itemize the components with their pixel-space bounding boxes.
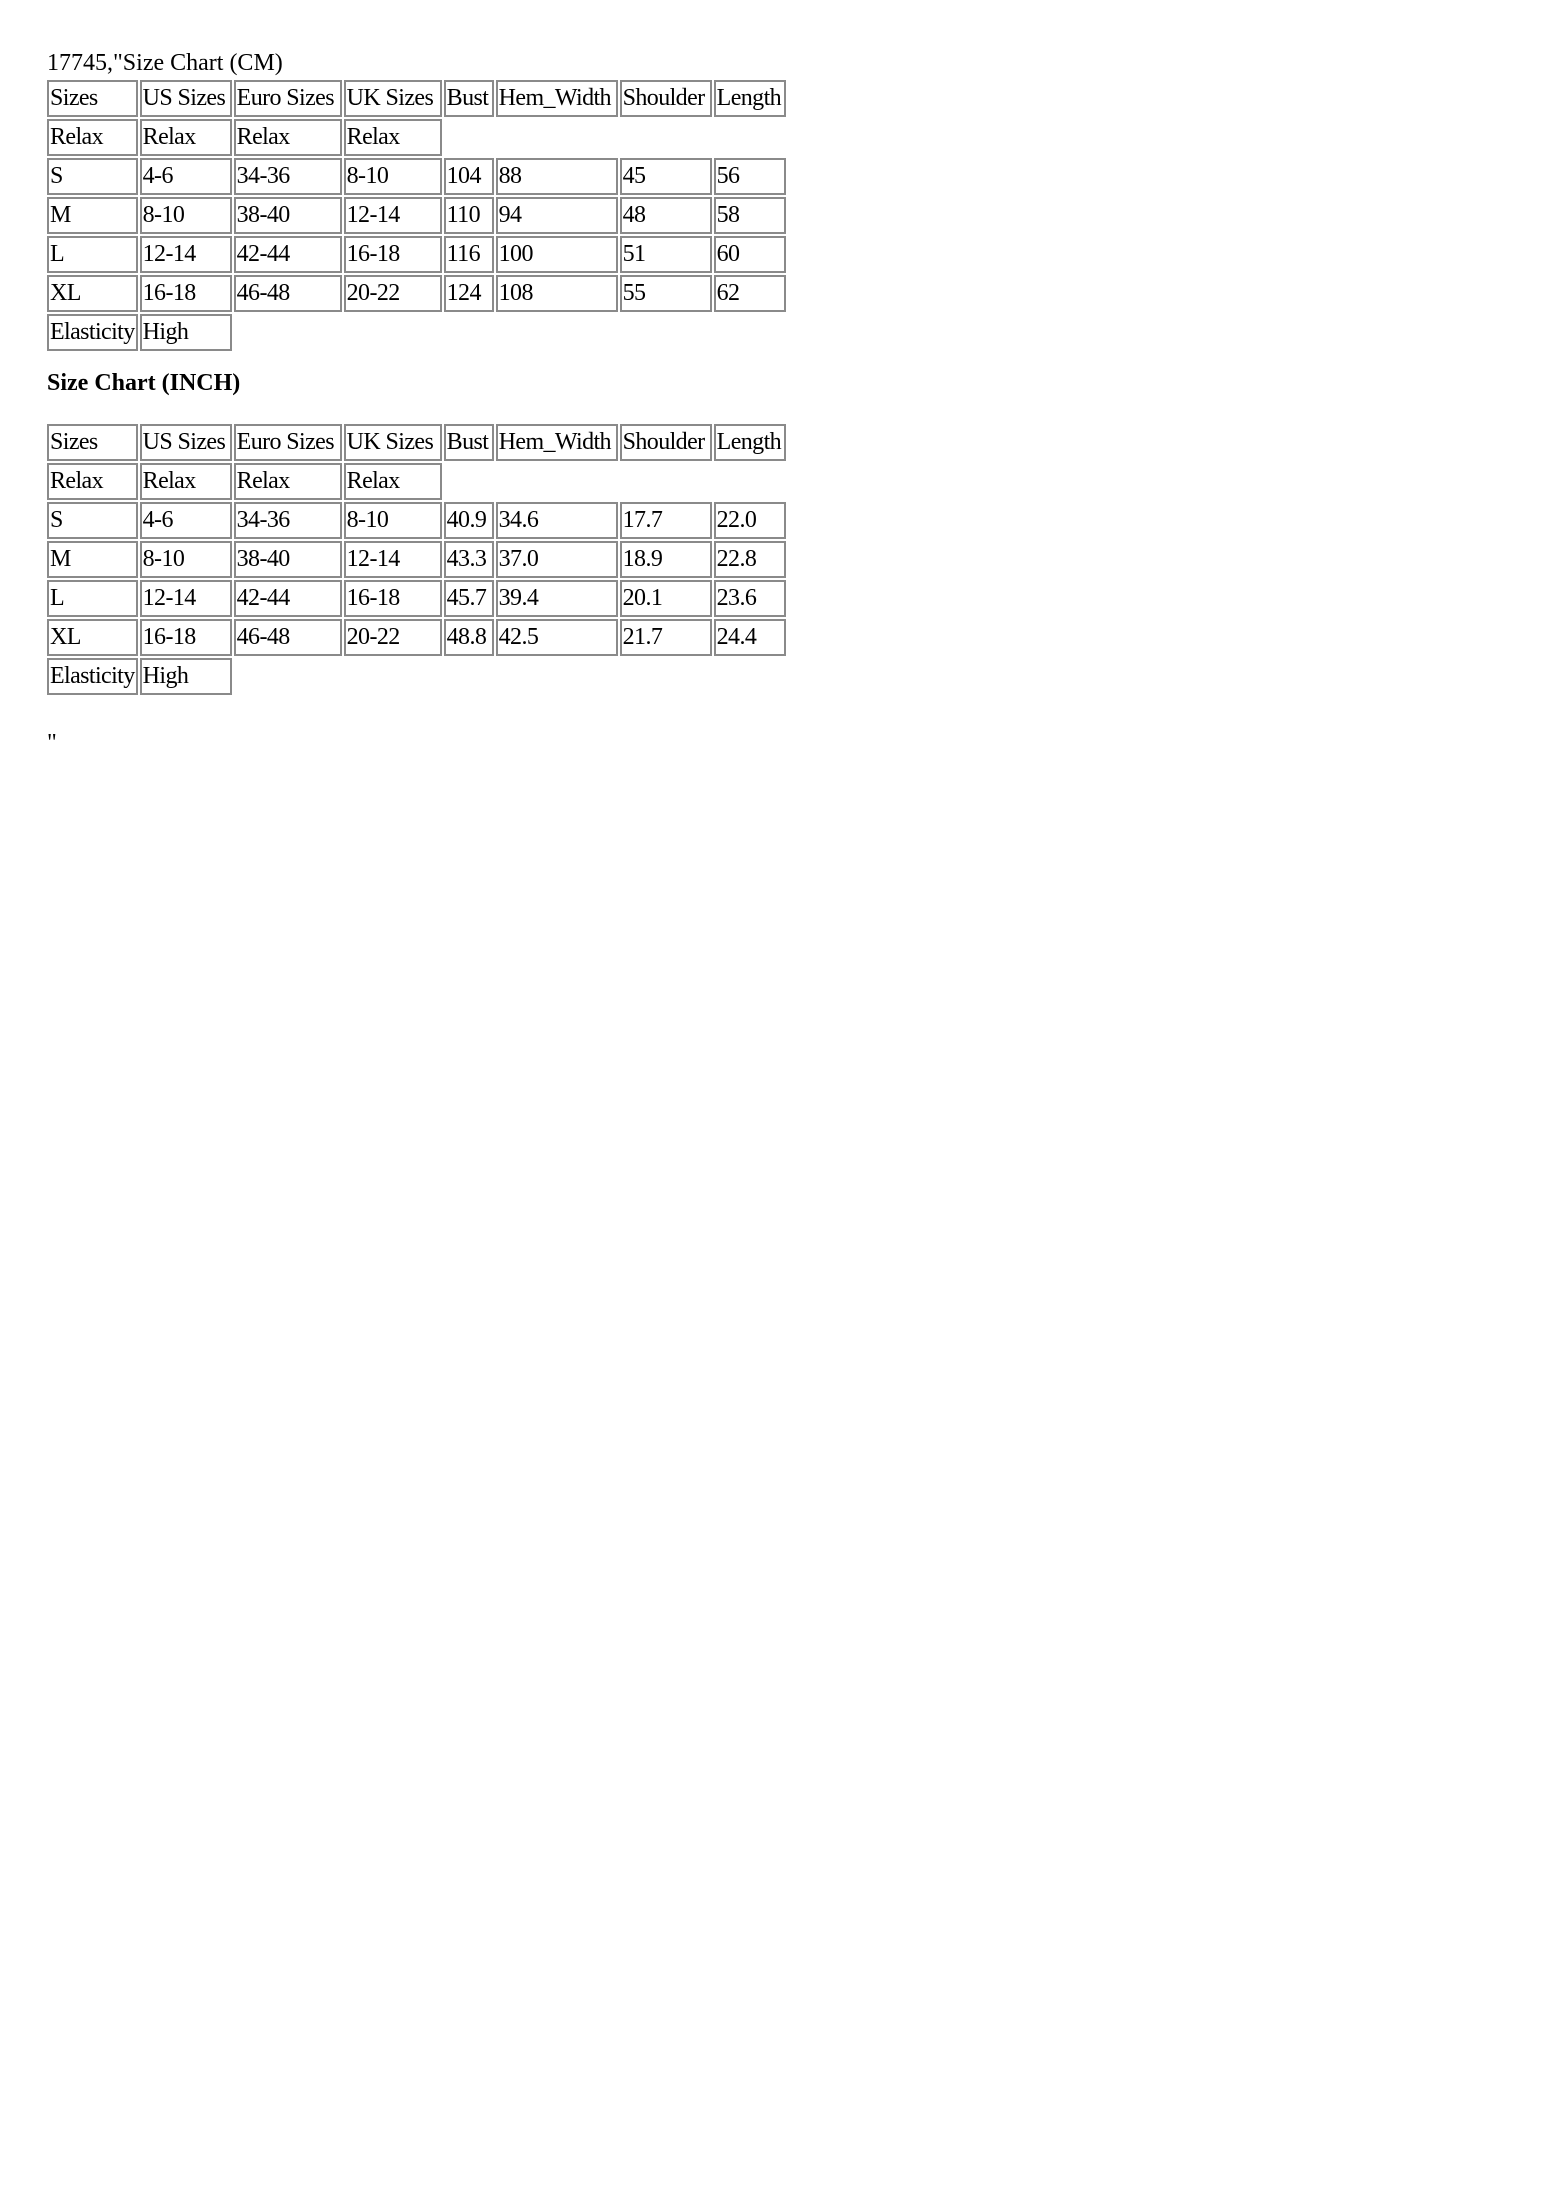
elasticity-row — [47, 314, 786, 351]
table-cell: 40.9 — [444, 502, 494, 539]
cm-size-chart-title: 17745,"Size Chart (CM) — [47, 50, 283, 76]
table-cell: 22.8 — [714, 541, 786, 578]
empty-cell — [234, 658, 786, 695]
table-cell: 18.9 — [620, 541, 712, 578]
table-cell: S — [47, 502, 138, 539]
header-cell: UK Sizes — [344, 424, 442, 461]
table-cell: 110 — [444, 197, 494, 234]
table-cell: 22.0 — [714, 502, 786, 539]
table-cell: 38-40 — [234, 197, 342, 234]
header-cell: Euro Sizes — [234, 424, 342, 461]
header-cell: US Sizes — [140, 80, 232, 117]
table-cell: 12-14 — [140, 580, 232, 617]
header-cell: Length — [714, 424, 786, 461]
cm-size-table — [45, 78, 788, 353]
table-cell: L — [47, 580, 138, 617]
table-cell: 12-14 — [344, 541, 442, 578]
table-cell: L — [47, 236, 138, 273]
relax-row — [47, 119, 786, 156]
elasticity-row — [47, 658, 786, 695]
table-header-row — [47, 424, 786, 461]
table-cell: S — [47, 158, 138, 195]
table-cell: 20-22 — [344, 619, 442, 656]
table-cell: 8-10 — [344, 502, 442, 539]
table-cell: High — [140, 314, 232, 351]
table-cell: 23.6 — [714, 580, 786, 617]
table-cell: 12-14 — [140, 236, 232, 273]
table-row — [47, 580, 786, 617]
table-cell: 16-18 — [344, 236, 442, 273]
table-cell: High — [140, 658, 232, 695]
table-cell: 8-10 — [140, 197, 232, 234]
header-cell: Hem_Width — [496, 80, 618, 117]
table-cell: Relax — [47, 119, 138, 156]
table-cell: 55 — [620, 275, 712, 312]
table-cell: 56 — [714, 158, 786, 195]
table-cell: 8-10 — [140, 541, 232, 578]
table-cell: 51 — [620, 236, 712, 273]
header-cell: Shoulder — [620, 80, 712, 117]
table-cell: 100 — [496, 236, 618, 273]
table-cell: 104 — [444, 158, 494, 195]
table-row — [47, 197, 786, 234]
table-row — [47, 275, 786, 312]
table-cell: 45 — [620, 158, 712, 195]
table-cell: 116 — [444, 236, 494, 273]
header-cell: UK Sizes — [344, 80, 442, 117]
table-cell: Relax — [344, 119, 442, 156]
header-cell: Shoulder — [620, 424, 712, 461]
table-cell: 21.7 — [620, 619, 712, 656]
table-cell: 46-48 — [234, 275, 342, 312]
table-row — [47, 158, 786, 195]
table-cell: Relax — [140, 119, 232, 156]
header-cell: Length — [714, 80, 786, 117]
table-cell: Relax — [234, 119, 342, 156]
table-row — [47, 619, 786, 656]
table-cell: XL — [47, 619, 138, 656]
table-cell: 43.3 — [444, 541, 494, 578]
table-cell: 12-14 — [344, 197, 442, 234]
table-cell: 45.7 — [444, 580, 494, 617]
table-row — [47, 236, 786, 273]
header-cell: Sizes — [47, 424, 138, 461]
table-cell: 60 — [714, 236, 786, 273]
header-cell: US Sizes — [140, 424, 232, 461]
document-page — [47, 48, 807, 756]
table-header-row — [47, 80, 786, 117]
header-cell: Bust — [444, 80, 494, 117]
table-cell: 58 — [714, 197, 786, 234]
table-cell: 17.7 — [620, 502, 712, 539]
table-cell: 20.1 — [620, 580, 712, 617]
empty-cell — [444, 119, 786, 156]
table-cell: 42.5 — [496, 619, 618, 656]
inch-size-table — [45, 422, 788, 697]
table-row — [47, 541, 786, 578]
table-cell: 20-22 — [344, 275, 442, 312]
table-cell: Relax — [47, 463, 138, 500]
table-cell: 39.4 — [496, 580, 618, 617]
relax-row — [47, 463, 786, 500]
table-cell: 37.0 — [496, 541, 618, 578]
table-cell: 124 — [444, 275, 494, 312]
table-cell: 94 — [496, 197, 618, 234]
table-cell: 34-36 — [234, 158, 342, 195]
table-cell: 62 — [714, 275, 786, 312]
table-cell: 38-40 — [234, 541, 342, 578]
table-cell: 48 — [620, 197, 712, 234]
header-cell: Hem_Width — [496, 424, 618, 461]
table-cell: 34.6 — [496, 502, 618, 539]
table-cell: 4-6 — [140, 502, 232, 539]
header-cell: Euro Sizes — [234, 80, 342, 117]
header-cell: Bust — [444, 424, 494, 461]
table-cell: M — [47, 541, 138, 578]
table-cell: 46-48 — [234, 619, 342, 656]
table-cell: XL — [47, 275, 138, 312]
table-row — [47, 502, 786, 539]
table-cell: Relax — [344, 463, 442, 500]
table-cell: 34-36 — [234, 502, 342, 539]
table-cell: Elasticity — [47, 658, 138, 695]
table-cell: 16-18 — [344, 580, 442, 617]
table-cell: 42-44 — [234, 236, 342, 273]
table-cell: Relax — [234, 463, 342, 500]
table-cell: 16-18 — [140, 275, 232, 312]
table-cell: Elasticity — [47, 314, 138, 351]
table-cell: 16-18 — [140, 619, 232, 656]
closing-quote: " — [47, 730, 57, 756]
table-cell: Relax — [140, 463, 232, 500]
empty-cell — [444, 463, 786, 500]
empty-cell — [234, 314, 786, 351]
table-cell: 48.8 — [444, 619, 494, 656]
table-cell: 24.4 — [714, 619, 786, 656]
table-cell: 4-6 — [140, 158, 232, 195]
inch-size-chart-title: Size Chart (INCH) — [47, 370, 241, 396]
header-cell: Sizes — [47, 80, 138, 117]
table-cell: M — [47, 197, 138, 234]
table-cell: 88 — [496, 158, 618, 195]
table-cell: 8-10 — [344, 158, 442, 195]
table-cell: 42-44 — [234, 580, 342, 617]
table-cell: 108 — [496, 275, 618, 312]
